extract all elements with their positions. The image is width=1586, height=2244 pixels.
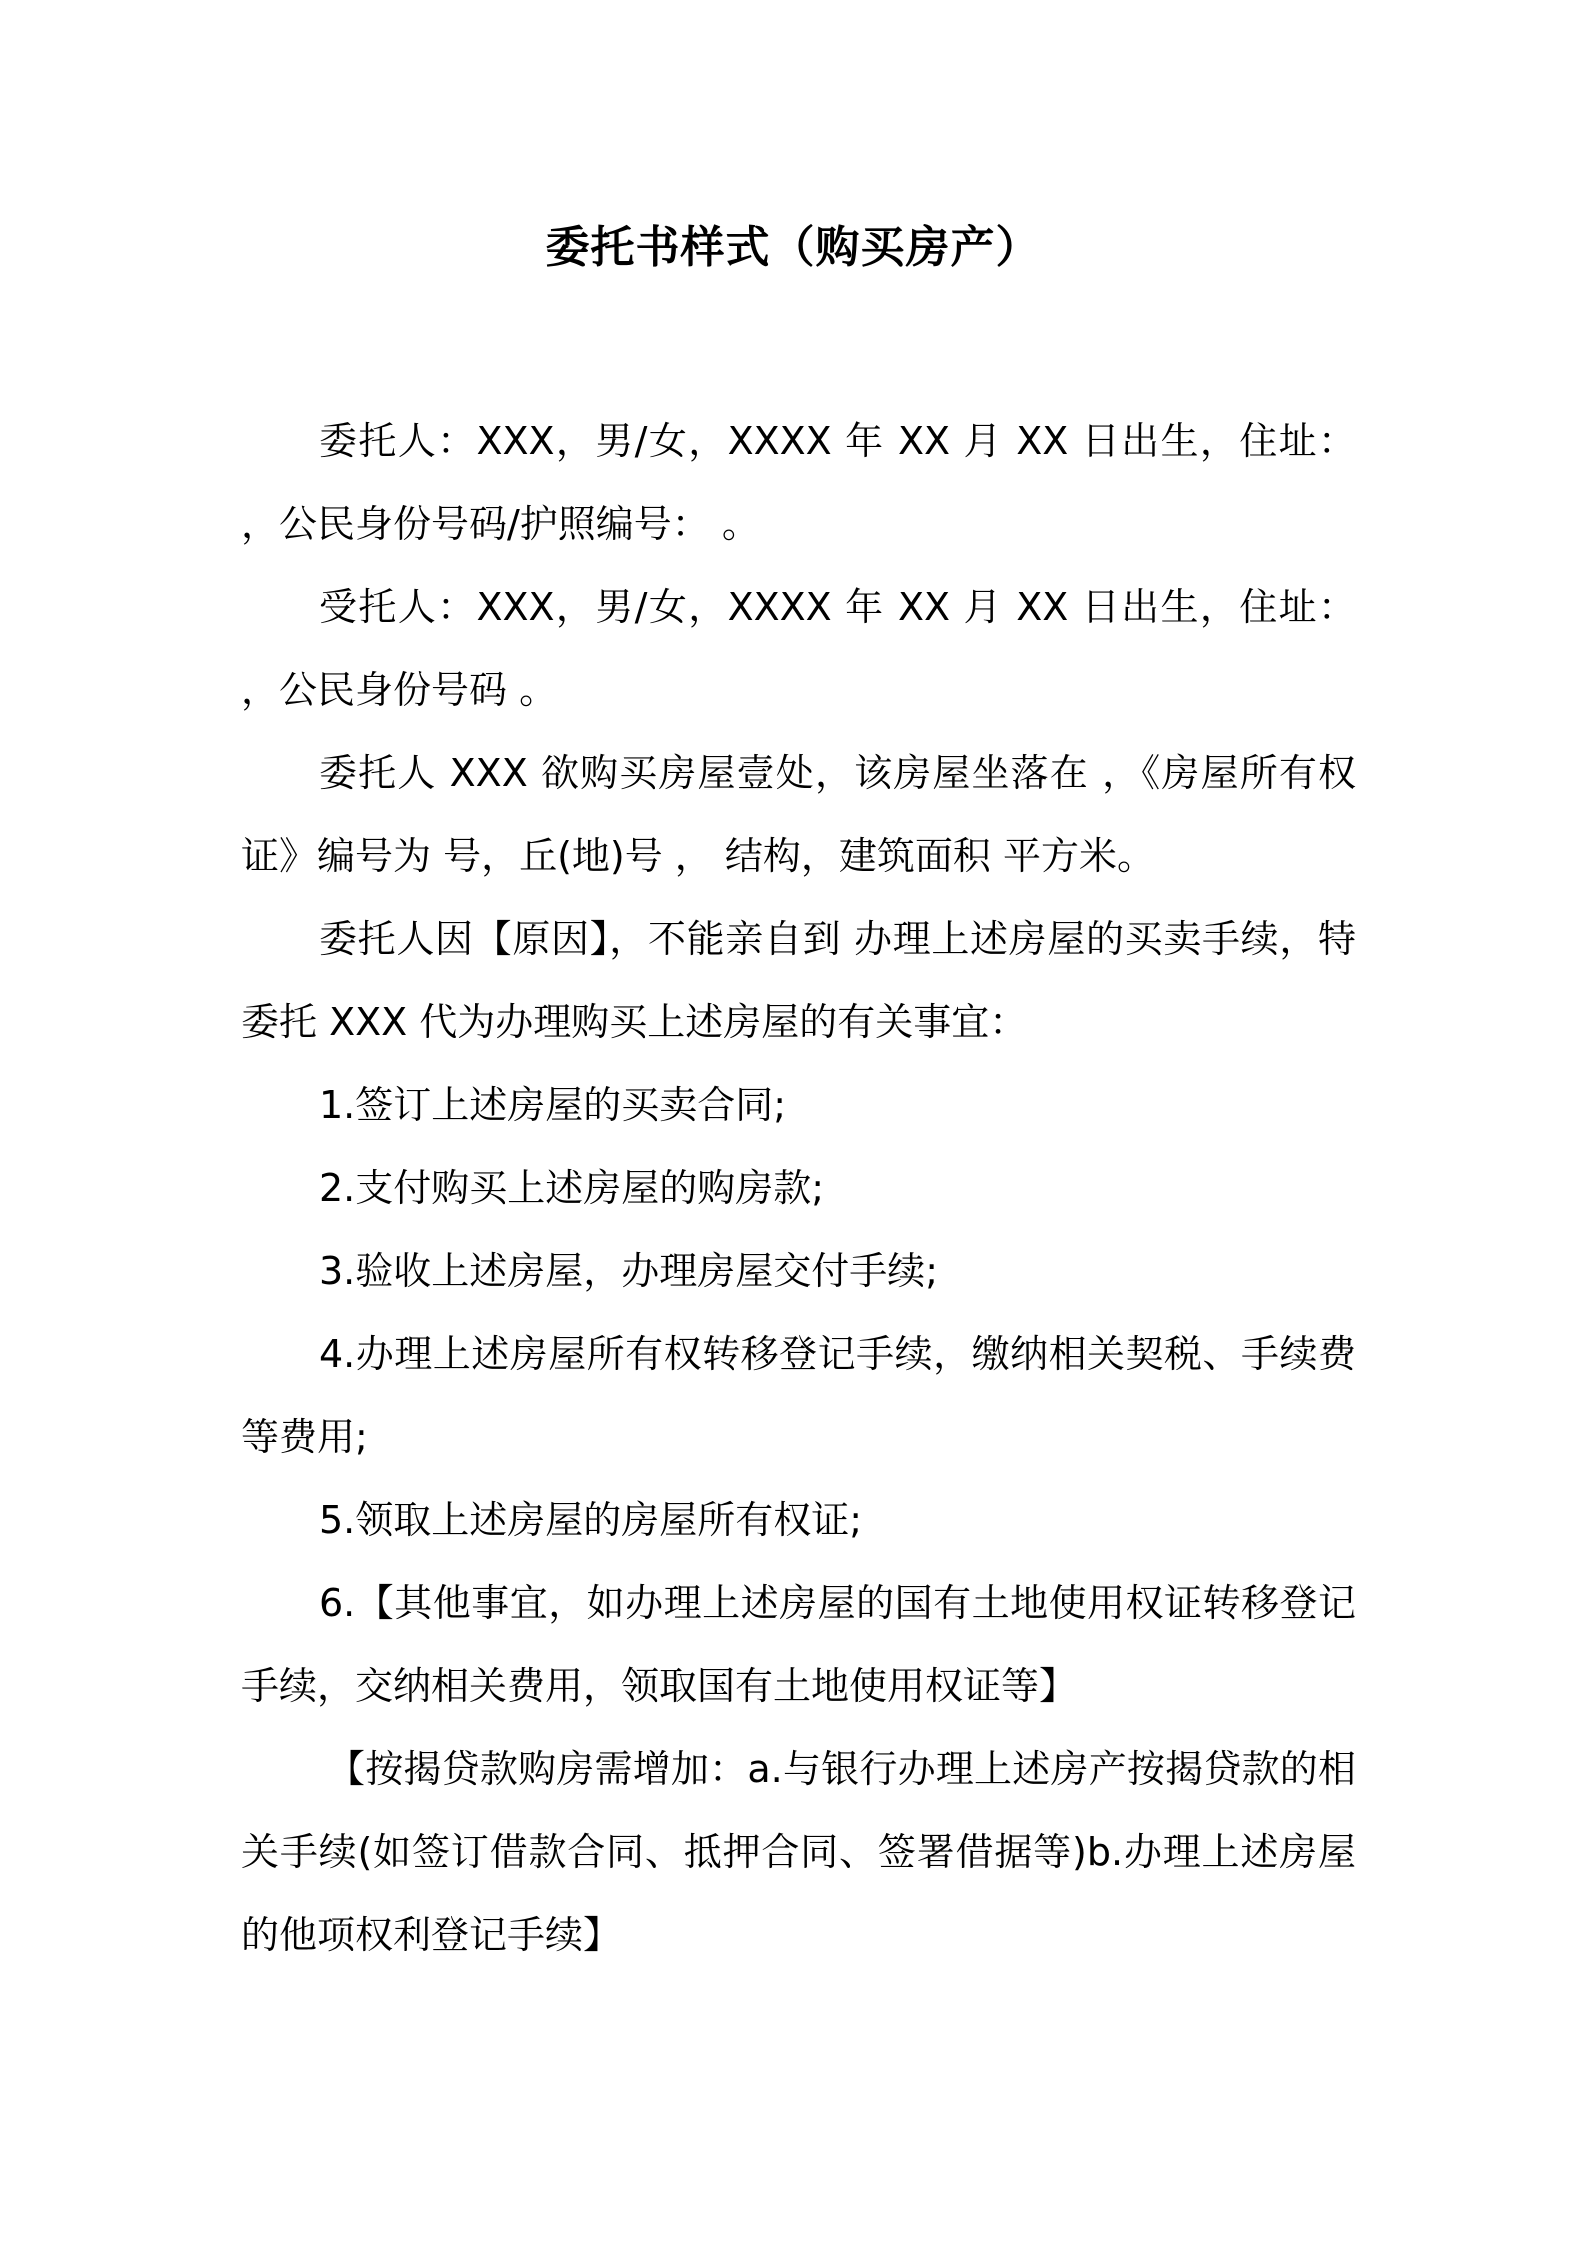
list-item-4: 4.办理上述房屋所有权转移登记手续，缴纳相关契税、手续费等费用; (241, 1332, 1356, 1459)
paragraph-property: 委托人 XXX 欲购买房屋壹处，该房屋坐落在 ，《房屋所有权证》编号为 号，丘(地)号 ， 结构，建筑面积 平方米。 (241, 751, 1356, 878)
paragraph-agent: 受托人：XXX，男/女，XXXX 年 XX 月 XX 日出生，住址： ，公民身份号码 。 (241, 585, 1356, 712)
list-item-2: 2.支付购买上述房屋的购房款; (319, 1166, 825, 1210)
list-item-5: 5.领取上述房屋的房屋所有权证; (319, 1498, 863, 1542)
paragraph-mortgage-note: 【按揭贷款购房需增加：a.与银行办理上述房产按揭贷款的相关手续(如签订借款合同、抵押合同、签署借据等)b.办理上述房屋的他项权利登记手续】 (241, 1747, 1356, 1957)
paragraph-reason: 委托人因【原因】，不能亲自到 办理上述房屋的买卖手续，特委托 XXX 代为办理购买上述房屋的有关事宜： (241, 917, 1356, 1044)
document-title: 委托书样式（购买房产） (545, 222, 1041, 273)
list-item-1: 1.签订上述房屋的买卖合同; (319, 1083, 787, 1127)
paragraph-principal: 委托人：XXX，男/女，XXXX 年 XX 月 XX 日出生，住址： ，公民身份号码/护照编号： 。 (241, 419, 1356, 546)
list-item-6: 6.【其他事宜，如办理上述房屋的国有土地使用权证转移登记手续，交纳相关费用，领取国有土地使用权证等】 (241, 1581, 1356, 1708)
document-body (241, 400, 1356, 1977)
list-item-3: 3.验收上述房屋，办理房屋交付手续; (319, 1249, 939, 1293)
